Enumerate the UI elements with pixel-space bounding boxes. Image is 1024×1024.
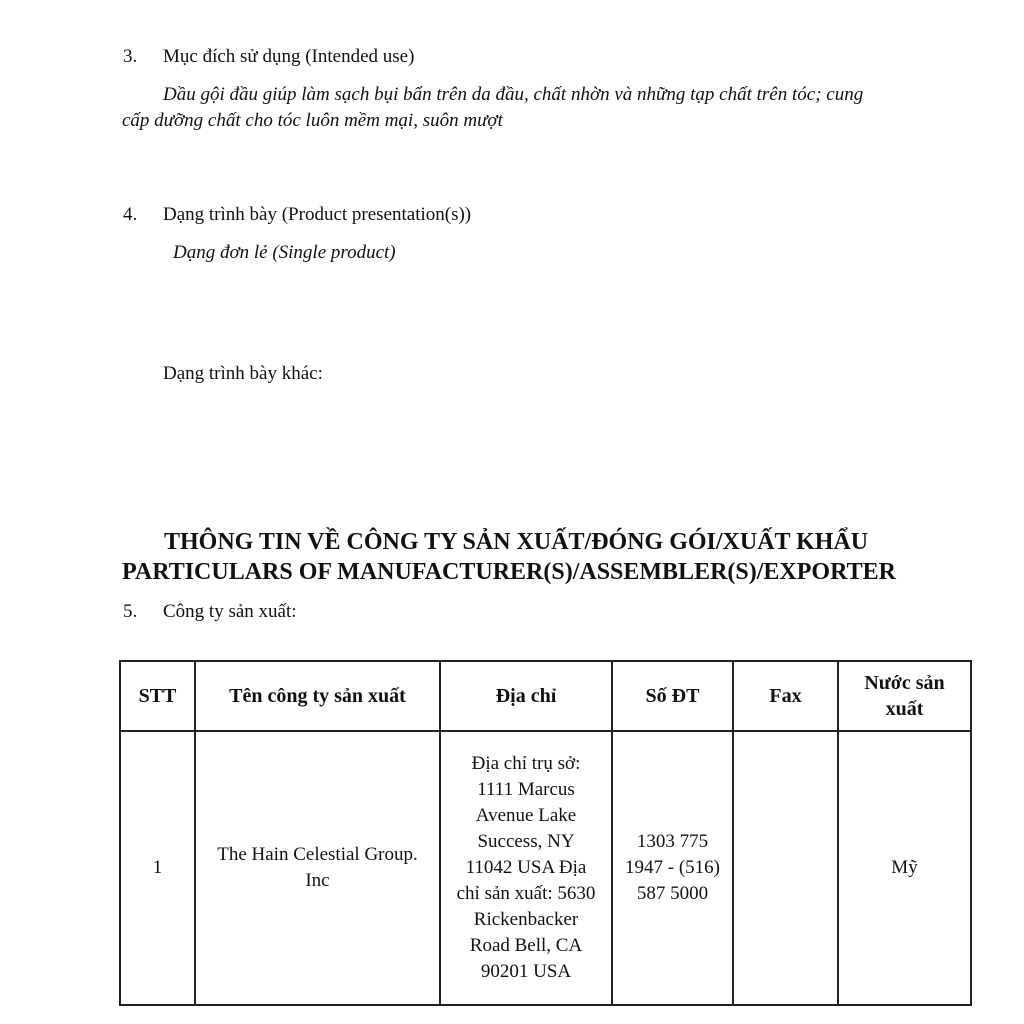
other-presentation-label: Dạng trình bày khác: <box>163 363 323 384</box>
header-country: Nước sản xuất <box>838 661 971 731</box>
cell-address: Địa chỉ trụ sở: 1111 Marcus Avenue Lake Success, NY 11042 USA Địa chỉ sản xuất: 5630 Rickenbacker Road Bell, CA 90201 USA <box>440 731 612 1005</box>
section-3-number: 3. <box>123 46 138 67</box>
manufacturer-table <box>119 660 972 1006</box>
header-phone: Số ĐT <box>612 661 733 731</box>
section-5-title: Công ty sản xuất: <box>163 601 297 622</box>
header-address: Địa chỉ <box>440 661 612 731</box>
cell-phone: 1303 775 1947 - (516) 587 5000 <box>612 731 733 1005</box>
header-company-name: Tên công ty sản xuất <box>195 661 440 731</box>
cell-company-name: The Hain Celestial Group. Inc <box>195 731 440 1005</box>
cell-stt: 1 <box>120 731 195 1005</box>
product-presentation-value: Dạng đơn lẻ (Single product) <box>173 242 396 263</box>
header-stt: STT <box>120 661 195 731</box>
intended-use-line-1: Dầu gội đầu giúp làm sạch bụi bẩn trên da đầu, chất nhờn và những tạp chất trên tóc; cung <box>163 84 864 105</box>
section-3-title-line <box>123 44 414 70</box>
cell-fax <box>733 731 838 1005</box>
section-5-number: 5. <box>123 601 138 622</box>
section-3-title: Mục đích sử dụng (Intended use) <box>163 46 415 67</box>
section-4-title: Dạng trình bày (Product presentation(s)) <box>163 204 472 225</box>
section-4-title-line <box>123 202 471 228</box>
cell-country: Mỹ <box>838 731 971 1005</box>
intended-use-line-2: cấp dưỡng chất cho tóc luôn mềm mại, suôn mượt <box>122 110 503 131</box>
section-5-title-line <box>123 599 297 625</box>
manufacturer-heading-vn: THÔNG TIN VỀ CÔNG TY SẢN XUẤT/ĐÓNG GÓI/XUẤT KHẨU <box>164 529 869 555</box>
section-4-number: 4. <box>123 204 138 225</box>
table-row <box>120 731 971 1005</box>
header-fax: Fax <box>733 661 838 731</box>
manufacturer-heading-en: PARTICULARS OF MANUFACTURER(S)/ASSEMBLER(S)/EXPORTER <box>122 559 896 585</box>
table-header-row <box>120 661 971 731</box>
